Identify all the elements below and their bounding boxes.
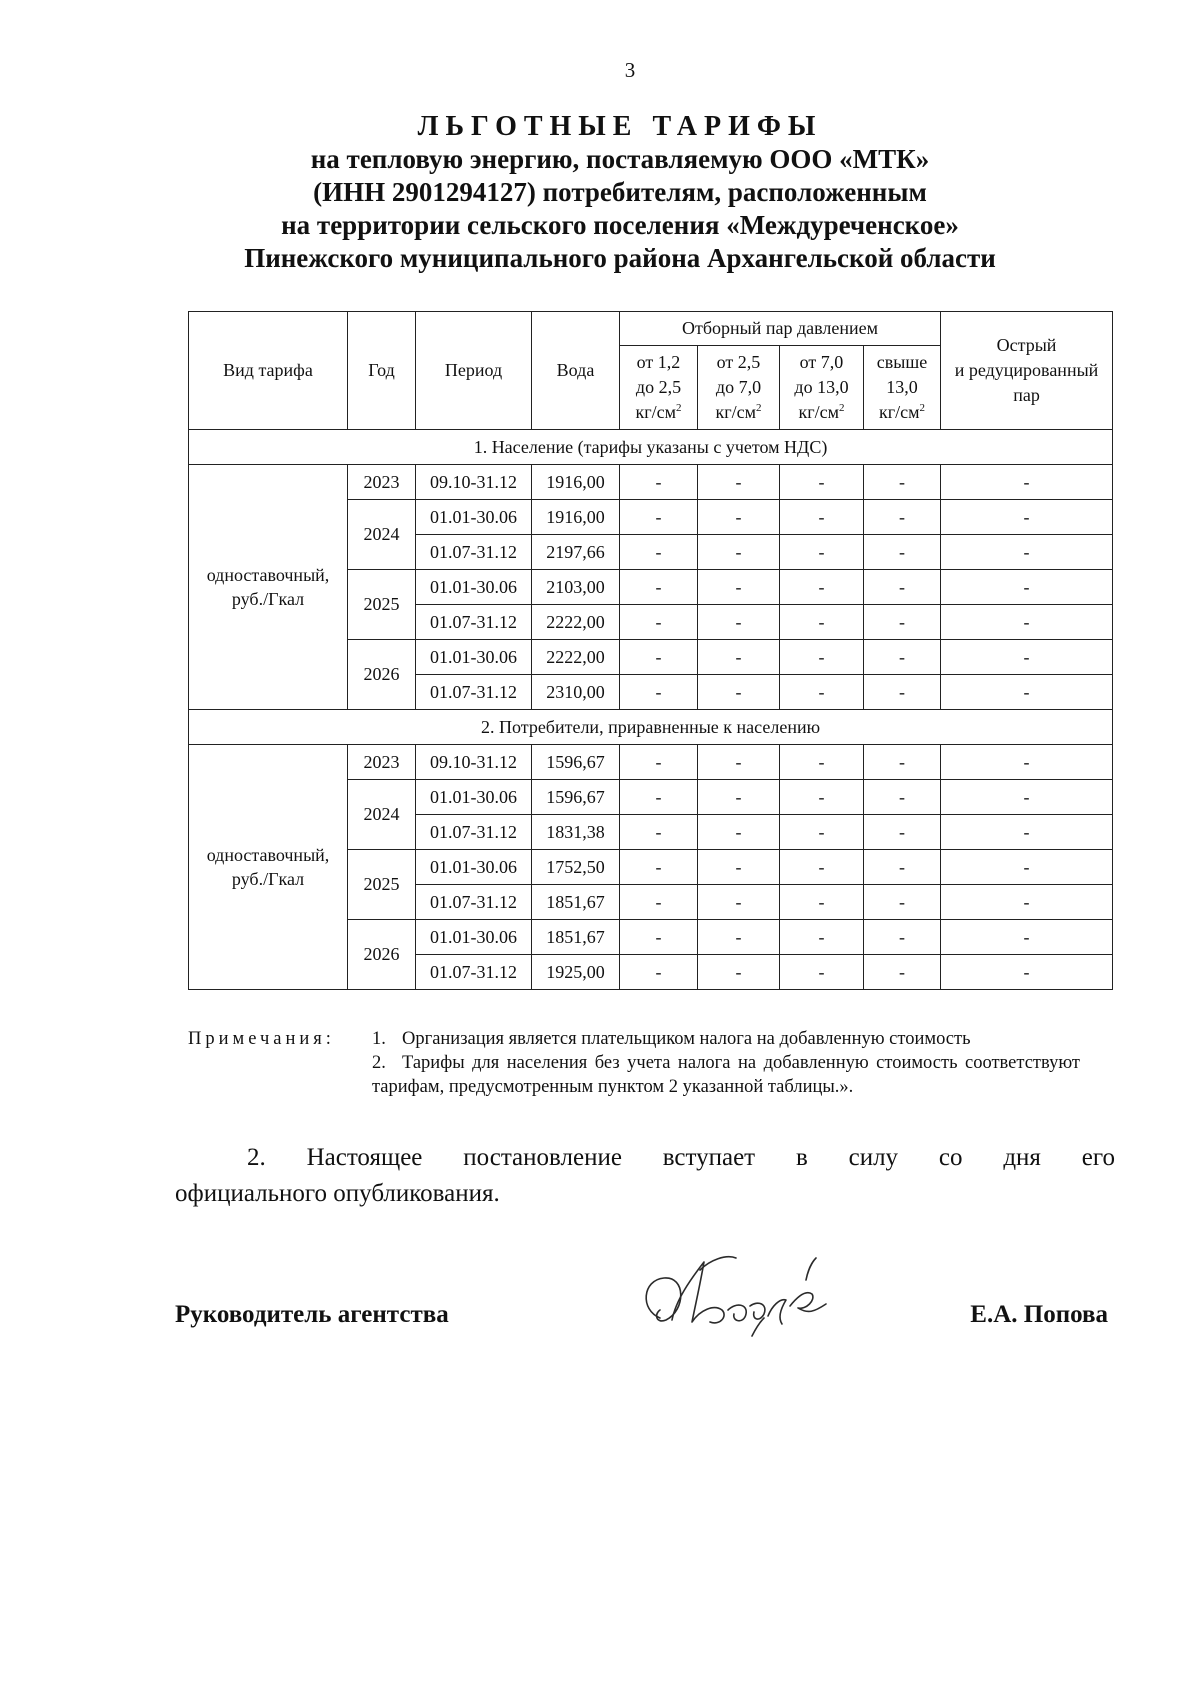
- steam4-cell: -: [864, 605, 941, 640]
- period-cell: 01.07-31.12: [416, 815, 532, 850]
- header-steam-3: [780, 346, 864, 430]
- water-cell: 2103,00: [532, 570, 620, 605]
- unit-text: кг/см: [798, 402, 839, 422]
- steam3-cell: -: [780, 465, 864, 500]
- unit-sup: 2: [676, 402, 682, 414]
- water-cell: 1596,67: [532, 745, 620, 780]
- steam4-cell: -: [864, 465, 941, 500]
- sharp-cell: -: [941, 500, 1113, 535]
- steam1-cell: -: [620, 955, 698, 990]
- period-cell: 01.01-30.06: [416, 640, 532, 675]
- steam1-cell: -: [620, 535, 698, 570]
- signatory-position: Руководитель агентства: [175, 1301, 449, 1328]
- sharp-cell: -: [941, 780, 1113, 815]
- steam1-cell: -: [620, 500, 698, 535]
- section-title: 1. Население (тарифы указаны с учетом НДС): [189, 430, 1113, 465]
- note-text: Организация является плательщиком налога на добавленную стоимость: [402, 1029, 971, 1049]
- header-steam-4-unit: [864, 400, 940, 425]
- resolution-word: постановление: [463, 1144, 622, 1171]
- year-cell: 2023: [348, 465, 416, 500]
- steam4-cell: -: [864, 780, 941, 815]
- unit-sup: 2: [919, 402, 926, 414]
- resolution-word: дня: [1003, 1144, 1041, 1171]
- header-tariff-type: Вид тарифа: [189, 312, 348, 430]
- unit-text: кг/см: [715, 402, 756, 422]
- tariff-table-body: [189, 430, 1113, 990]
- steam2-cell: -: [698, 675, 780, 710]
- water-cell: 1752,50: [532, 850, 620, 885]
- year-cell: 2025: [348, 570, 416, 640]
- steam2-cell: -: [698, 605, 780, 640]
- resolution-word: в: [795, 1144, 808, 1171]
- period-cell: 01.01-30.06: [416, 850, 532, 885]
- steam2-cell: -: [698, 780, 780, 815]
- note-item-1: [372, 1027, 1080, 1051]
- sharp-cell: -: [941, 885, 1113, 920]
- header-steam-1-unit: [620, 400, 697, 425]
- tariff-type-line-a: одноставочный,: [206, 565, 330, 585]
- steam2-cell: -: [698, 955, 780, 990]
- steam1-cell: -: [620, 920, 698, 955]
- tariff-type-cell: [189, 465, 348, 710]
- section-header-row: [189, 710, 1113, 745]
- sharp-cell: -: [941, 570, 1113, 605]
- header-period: Период: [416, 312, 532, 430]
- unit-sup: 2: [756, 402, 762, 414]
- resolution-word: его: [1081, 1144, 1115, 1171]
- sharp-cell: -: [941, 745, 1113, 780]
- header-year: Год: [348, 312, 416, 430]
- tariff-table: [188, 311, 1113, 990]
- year-cell: 2026: [348, 640, 416, 710]
- period-cell: 01.07-31.12: [416, 675, 532, 710]
- sharp-cell: -: [941, 675, 1113, 710]
- document-title: [0, 110, 1200, 275]
- period-cell: 01.01-30.06: [416, 500, 532, 535]
- resolution-word: Настоящее: [306, 1144, 423, 1171]
- steam3-cell: -: [780, 885, 864, 920]
- header-steam-4-a: свыше: [876, 352, 928, 372]
- year-cell: 2024: [348, 780, 416, 850]
- header-steam-1-b: до 2,5: [635, 377, 682, 397]
- header-steam-1: [620, 346, 698, 430]
- water-cell: 1916,00: [532, 465, 620, 500]
- steam2-cell: -: [698, 745, 780, 780]
- tariff-type-line-b: руб./Гкал: [231, 589, 305, 609]
- steam3-cell: -: [780, 605, 864, 640]
- header-steam-3-unit: [780, 400, 863, 425]
- period-cell: 01.01-30.06: [416, 570, 532, 605]
- period-cell: 01.07-31.12: [416, 885, 532, 920]
- steam2-cell: -: [698, 570, 780, 605]
- period-cell: 09.10-31.12: [416, 465, 532, 500]
- water-cell: 1851,67: [532, 885, 620, 920]
- steam3-cell: -: [780, 815, 864, 850]
- steam4-cell: -: [864, 815, 941, 850]
- note-number: 1.: [372, 1029, 386, 1049]
- title-line-3: на территории сельского поселения «Междуреченское»: [281, 210, 959, 240]
- water-cell: 2310,00: [532, 675, 620, 710]
- steam1-cell: -: [620, 815, 698, 850]
- steam3-cell: -: [780, 675, 864, 710]
- header-steam-4: [864, 346, 941, 430]
- steam2-cell: -: [698, 500, 780, 535]
- steam1-cell: -: [620, 850, 698, 885]
- header-water: Вода: [532, 312, 620, 430]
- water-cell: 1851,67: [532, 920, 620, 955]
- water-cell: 1916,00: [532, 500, 620, 535]
- sharp-cell: -: [941, 955, 1113, 990]
- signatory-name: Е.А. Попова: [970, 1301, 1108, 1328]
- steam1-cell: -: [620, 780, 698, 815]
- resolution-word: со: [938, 1144, 963, 1171]
- resolution-line-1: [175, 1140, 1115, 1176]
- steam2-cell: -: [698, 535, 780, 570]
- steam1-cell: -: [620, 745, 698, 780]
- period-cell: 01.07-31.12: [416, 535, 532, 570]
- resolution-word: вступает: [662, 1144, 756, 1171]
- steam4-cell: -: [864, 675, 941, 710]
- steam4-cell: -: [864, 745, 941, 780]
- period-cell: 01.07-31.12: [416, 605, 532, 640]
- period-cell: 01.01-30.06: [416, 780, 532, 815]
- title-main: ЛЬГОТНЫЕ ТАРИФЫ: [417, 111, 823, 142]
- table-row: [189, 745, 1113, 780]
- steam3-cell: -: [780, 850, 864, 885]
- period-cell: 09.10-31.12: [416, 745, 532, 780]
- steam2-cell: -: [698, 885, 780, 920]
- steam3-cell: -: [780, 920, 864, 955]
- steam1-cell: -: [620, 885, 698, 920]
- year-cell: 2026: [348, 920, 416, 990]
- steam1-cell: -: [620, 465, 698, 500]
- header-sharp-line-b: и редуцированный: [954, 360, 1099, 380]
- header-steam-2-unit: [698, 400, 779, 425]
- steam4-cell: -: [864, 955, 941, 990]
- resolution-word: 2.: [247, 1144, 266, 1171]
- table-row: [189, 465, 1113, 500]
- year-cell: 2023: [348, 745, 416, 780]
- steam3-cell: -: [780, 500, 864, 535]
- sharp-cell: -: [941, 535, 1113, 570]
- header-steam-2: [698, 346, 780, 430]
- resolution-paragraph: [175, 1140, 1115, 1212]
- water-cell: 2197,66: [532, 535, 620, 570]
- water-cell: 1831,38: [532, 815, 620, 850]
- header-steam-group: Отборный пар давлением: [620, 312, 941, 346]
- header-steam-4-b: 13,0: [886, 377, 918, 397]
- water-cell: 1925,00: [532, 955, 620, 990]
- resolution-word: силу: [848, 1144, 899, 1171]
- water-cell: 2222,00: [532, 640, 620, 675]
- title-line-2: (ИНН 2901294127) потребителям, расположенным: [313, 177, 927, 207]
- handwritten-signature: [630, 1240, 840, 1350]
- note-number: 2.: [372, 1053, 386, 1073]
- header-steam-3-a: от 7,0: [799, 352, 844, 372]
- steam1-cell: -: [620, 570, 698, 605]
- unit-text: кг/см: [879, 402, 920, 422]
- year-cell: 2024: [348, 500, 416, 570]
- sharp-cell: -: [941, 920, 1113, 955]
- title-line-4: Пинежского муниципального района Архангельской области: [244, 243, 996, 273]
- steam3-cell: -: [780, 780, 864, 815]
- tariff-type-line-a: одноставочный,: [206, 845, 330, 865]
- water-cell: 1596,67: [532, 780, 620, 815]
- header-sharp-line-a: Острый: [996, 335, 1057, 355]
- steam3-cell: -: [780, 640, 864, 675]
- unit-sup: 2: [839, 402, 845, 414]
- note-text: Тарифы для населения без учета налога на добавленную стоимость соответствуют тарифам, предусмотренным пунктом 2 указанной таблицы.».: [372, 1053, 1080, 1097]
- steam4-cell: -: [864, 920, 941, 955]
- sharp-cell: -: [941, 605, 1113, 640]
- title-line-1: на тепловую энергию, поставляемую ООО «МТК»: [310, 144, 930, 174]
- section-header-row: [189, 430, 1113, 465]
- steam2-cell: -: [698, 815, 780, 850]
- steam1-cell: -: [620, 640, 698, 675]
- period-cell: 01.01-30.06: [416, 920, 532, 955]
- steam2-cell: -: [698, 850, 780, 885]
- tariff-type-cell: [189, 745, 348, 990]
- header-steam-2-b: до 7,0: [715, 377, 762, 397]
- tariff-type-line-b: руб./Гкал: [231, 869, 305, 889]
- steam4-cell: -: [864, 885, 941, 920]
- steam2-cell: -: [698, 640, 780, 675]
- steam3-cell: -: [780, 570, 864, 605]
- header-steam-3-b: до 13,0: [794, 377, 849, 397]
- header-steam-1-a: от 1,2: [636, 352, 681, 372]
- sharp-cell: -: [941, 465, 1113, 500]
- header-sharp-line-c: пар: [1013, 385, 1040, 405]
- sharp-cell: -: [941, 850, 1113, 885]
- steam4-cell: -: [864, 500, 941, 535]
- steam4-cell: -: [864, 570, 941, 605]
- resolution-line-2: официального опубликования.: [175, 1180, 500, 1207]
- steam2-cell: -: [698, 465, 780, 500]
- steam4-cell: -: [864, 535, 941, 570]
- water-cell: 2222,00: [532, 605, 620, 640]
- period-cell: 01.07-31.12: [416, 955, 532, 990]
- steam2-cell: -: [698, 920, 780, 955]
- page-number: 3: [624, 58, 636, 82]
- sharp-cell: -: [941, 640, 1113, 675]
- steam1-cell: -: [620, 675, 698, 710]
- steam4-cell: -: [864, 850, 941, 885]
- note-item-2: [372, 1051, 1080, 1099]
- notes-label: Примечания:: [188, 1029, 335, 1049]
- header-steam-2-a: от 2,5: [716, 352, 761, 372]
- unit-text: кг/см: [635, 402, 676, 422]
- header-sharp-steam: [941, 312, 1113, 430]
- steam3-cell: -: [780, 535, 864, 570]
- sharp-cell: -: [941, 815, 1113, 850]
- steam3-cell: -: [780, 955, 864, 990]
- section-title: 2. Потребители, приравненные к населению: [189, 710, 1113, 745]
- steam3-cell: -: [780, 745, 864, 780]
- steam1-cell: -: [620, 605, 698, 640]
- steam4-cell: -: [864, 640, 941, 675]
- year-cell: 2025: [348, 850, 416, 920]
